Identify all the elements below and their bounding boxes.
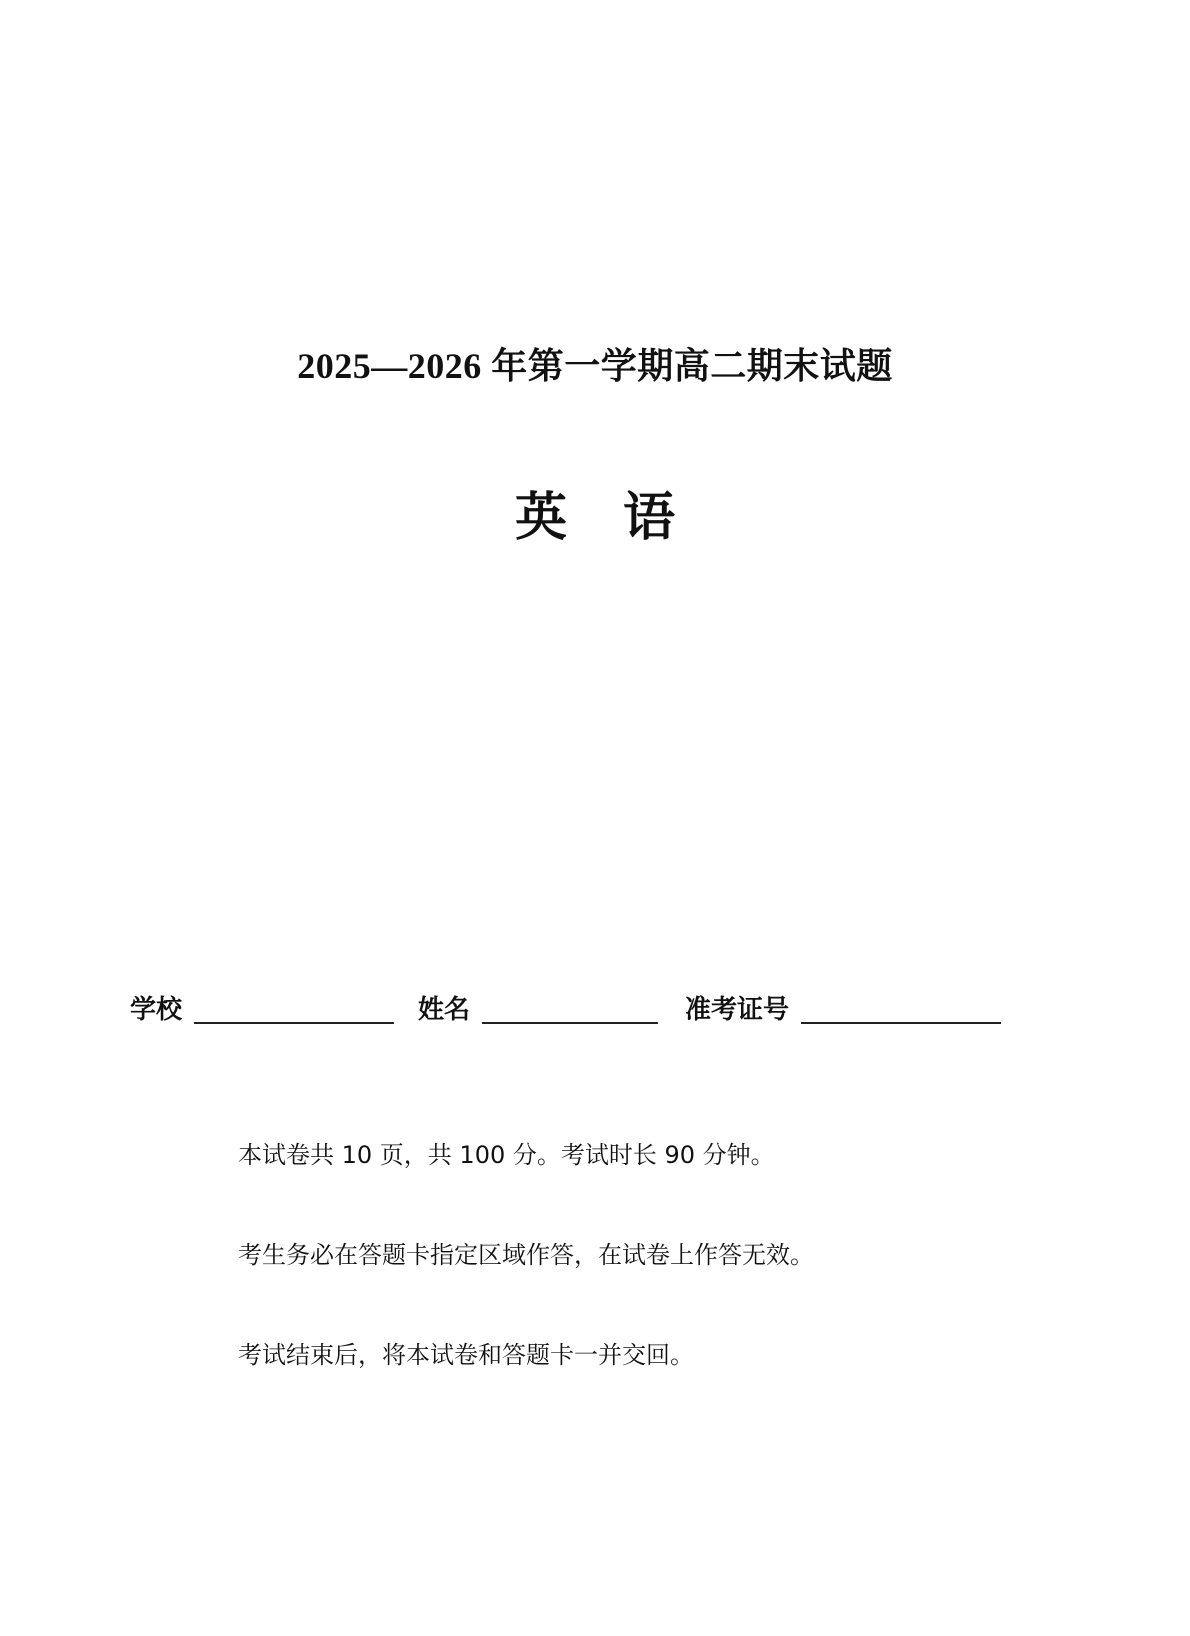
instruction-line-2: 考生务必在答题卡指定区域作答，在试卷上作答无效。	[238, 1241, 814, 1269]
subject-title	[0, 475, 1190, 550]
instruction-line-1: 本试卷共 10 页，共 100 分。考试时长 90 分钟。	[238, 1141, 775, 1169]
exam-id-field[interactable]	[685, 990, 1001, 1030]
subject-char-1: 英	[514, 488, 567, 548]
school-input-line[interactable]	[194, 1022, 394, 1024]
school-label: 学校	[130, 995, 183, 1025]
instruction-line-3: 考试结束后，将本试卷和答题卡一并交回。	[238, 1341, 694, 1369]
name-input-line[interactable]	[482, 1022, 658, 1024]
exam-id-label: 准考证号	[685, 995, 790, 1025]
candidate-info-row	[130, 990, 1060, 1034]
exam-id-input-line[interactable]	[801, 1022, 1001, 1024]
exam-title: 2025—2026 年第一学期高二期末试题	[297, 346, 893, 386]
name-label: 姓名	[418, 995, 471, 1025]
school-field[interactable]	[130, 990, 394, 1030]
name-field[interactable]	[418, 990, 658, 1030]
subject-char-2: 语	[623, 488, 676, 548]
